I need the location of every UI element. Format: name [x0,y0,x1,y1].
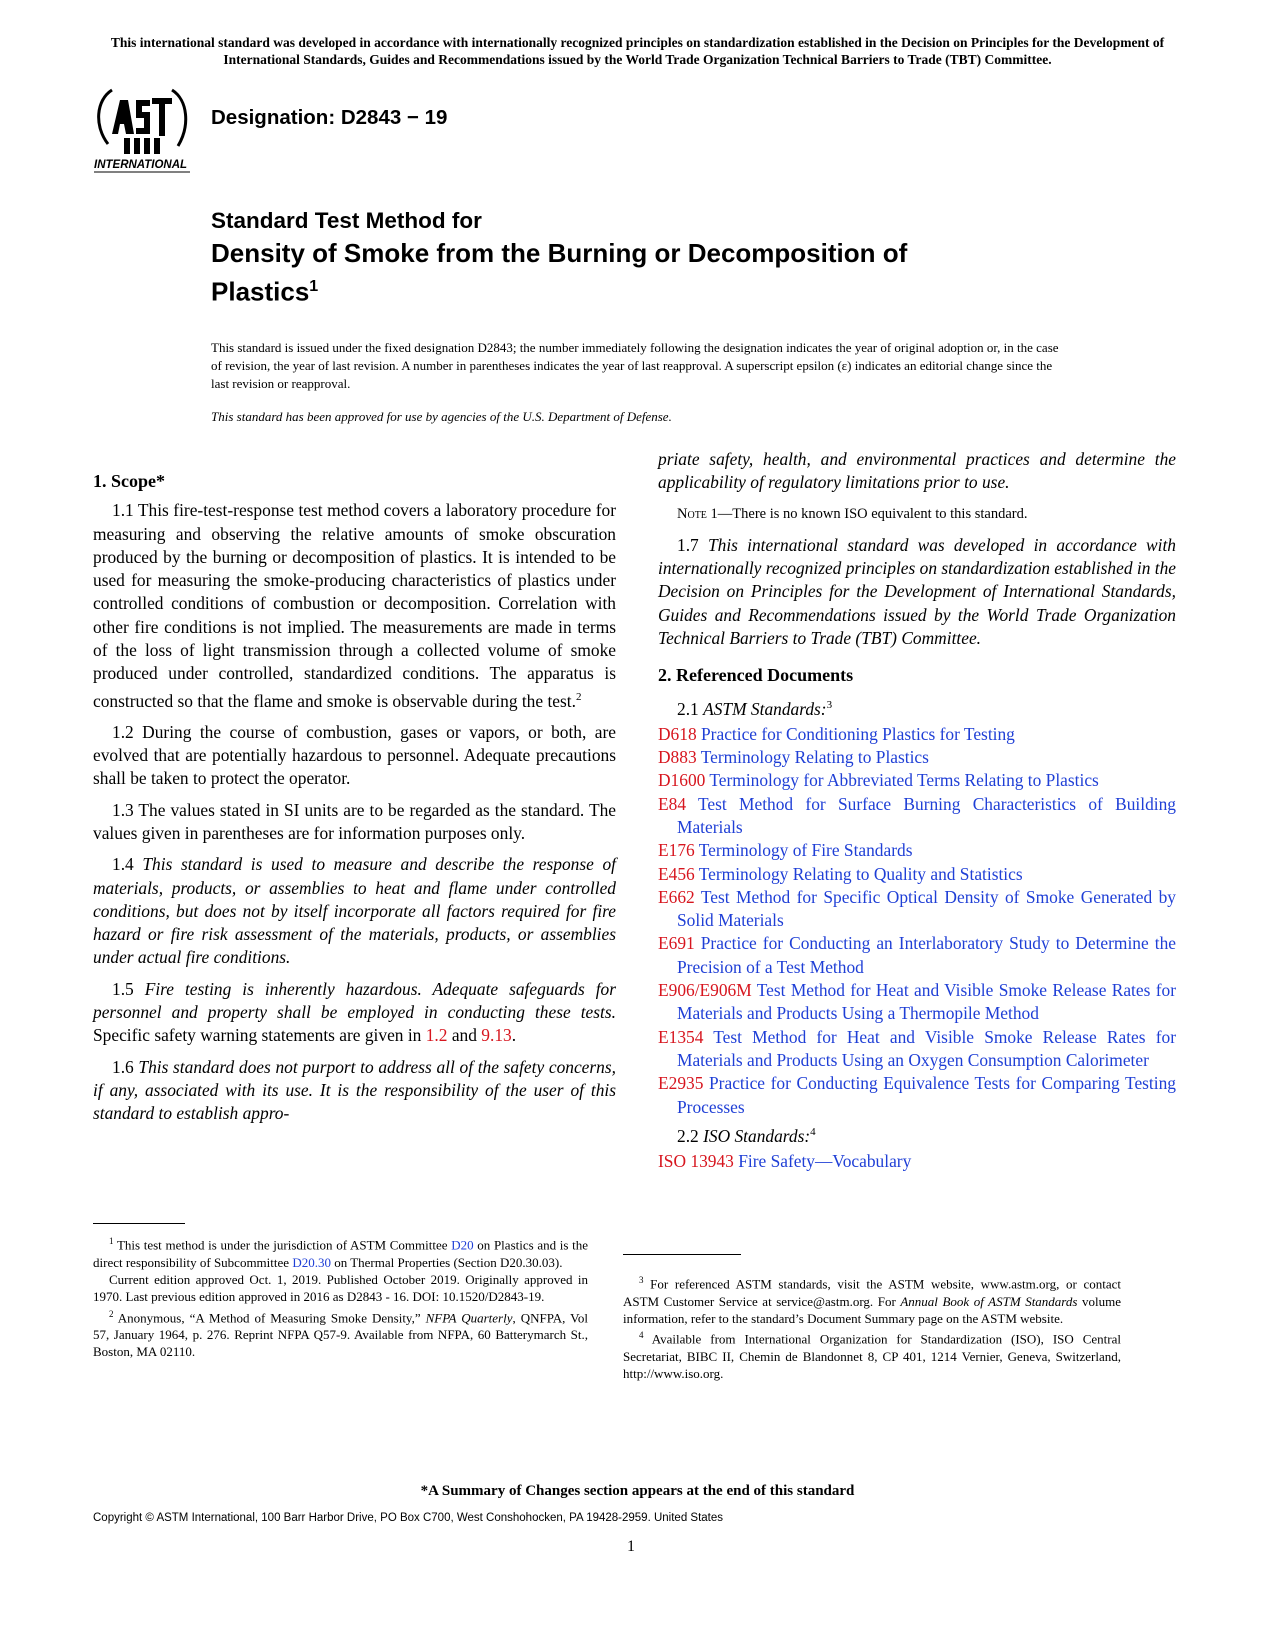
scope-heading: 1. Scope* [93,471,165,491]
footnote-rule-left [93,1223,185,1224]
ref-item[interactable]: E456 Terminology Relating to Quality and Statistics [658,863,1023,884]
para-1-6-cont: priate safety, health, and environmental practices and determine the applicability of regulatory limitations prior to use. [658,449,1176,493]
para-1-3: 1.3 The values stated in SI units are to be regarded as the standard. The values given in parentheses are for information purposes only. [93,799,616,843]
para-1-7: 1.7 This international standard was developed in accordance with internationally recognized principles on standardization established in the Decision on Principles for the Development of International Standards, Guides and Recommendations issued by the World Trade Organization Technical Barriers to Trade (TBT) Committee. [658,534,1176,649]
astm-logo [90,84,194,176]
ref-item[interactable]: E176 Terminology of Fire Standards [658,840,913,861]
footnote-rule-right [623,1254,741,1255]
referenced-heading: 2. Referenced Documents [658,665,854,686]
title-line1: Standard Test Method for [211,208,482,233]
logo-wordmark: INTERNATIONAL [94,159,188,171]
ref-item[interactable]: E662 Test Method for Specific Optical Density of Smoke Generated by Solid Materials [658,886,1176,931]
link-d20[interactable]: D20 [451,1237,474,1253]
designation: Designation: D2843 − 19 [211,106,448,129]
intro-notice: This international standard was developed in accordance with internationally recognized principles on standardization established in the Decision on Principles for the Development of International Standards, Guides and Recommendations issued by the World Trade Organization Technical Barriers to Trade (TBT) Committee. [110,35,1165,67]
ref-item[interactable]: E906/E906M Test Method for Heat and Visible Smoke Release Rates for Materials and Products Using a Thermopile Method [658,980,1176,1024]
left-column [93,470,616,1134]
link-1-2[interactable]: 1.2 [425,1025,448,1046]
title-block [211,206,991,309]
para-1-2: 1.2 During the course of combustion, gases or vapors, or both, are evolved that are potentially hazardous to personnel. Adequate precautions shall be taken to protect the operator. [93,721,616,789]
ref-item[interactable]: D1600 Terminology for Abbreviated Terms Relating to Plastics [658,770,1099,791]
ref-item[interactable]: E84 Test Method for Surface Burning Characteristics of Building Materials [658,793,1176,837]
title-main: Density of Smoke from the Burning or Decomposition of Plastics [211,238,908,307]
title-footnote-mark: 1 [309,278,319,295]
link-d20-30[interactable]: D20.30 [292,1254,331,1270]
link-9-13[interactable]: 9.13 [481,1025,512,1046]
ref-item[interactable]: ISO 13943 Fire Safety—Vocabulary [658,1150,912,1171]
page-number: 1 [627,1538,635,1555]
footnotes-left [93,1233,588,1361]
footnote-2: $^2$ Anonymous, “A Method of Measuring Smoke Density,” NFPA Quarterly, QNFPA, Vol 57, January 1964, p. 276. Reprint NFPA Q57-9. Available from NFPA, 60 Batterymarch St., Boston, MA 02110. [93,1308,588,1360]
issued-text: This standard is issued under the fixed designation D2843; the number immediately following the designation indicates the year of original adoption or, in the case of revision, the year of last revision. A number in parentheses indicates the year of last reapproval. A superscript epsilon (ε) indicates an editorial change since the last revision or reapproval. [211,340,1059,391]
para-1-4: 1.4 This standard is used to measure and describe the response of materials, products, or assemblies to heat and flame under controlled conditions, but does not by itself incorporate all factors required for fire hazard or fire risk assessment of the materials, products, or assemblies under actual fire conditions. [93,854,616,968]
ref-item[interactable]: E1354 Test Method for Heat and Visible Smoke Release Rates for Materials and Products Using an Oxygen Consumption Calorimeter [658,1026,1176,1070]
right-column [658,448,1176,1173]
astm-standards-label: 2.1 ASTM Standards:$^3$ [677,698,833,719]
para-1-6: 1.6 This standard does not purport to address all of the safety concerns, if any, associated with its use. It is the responsibility of the user of this standard to establish appro- [93,1056,616,1124]
iso-standards-label: 2.2 ISO Standards:$^4$ [677,1125,816,1146]
footnote-3: $^3$ For referenced ASTM standards, visit the ASTM website, www.astm.org, or contact ASTM Customer Service at service@astm.org. For Annual Book of ASTM Standards volume information, refer to the standard’s Document Summary page on the ASTM website. [623,1275,1121,1326]
footnotes-right [623,1272,1121,1382]
ref-item[interactable]: D883 Terminology Relating to Plastics [658,747,929,768]
astm-ref-list [658,723,1176,1119]
footnote-4: $^4$ Available from International Organization for Standardization (ISO), ISO Central Secretariat, BIBC II, Chemin de Blandonnet 8, CP 401, 1214 Vernier, Geneva, Switzerland, http://www.iso.org. [623,1330,1121,1382]
para-1-1: 1.1 This fire-test-response test method covers a laboratory procedure for measuring and observing the relative amounts of smoke obscuration produced by the burning or decomposition of plastics. It is intended to be used for measuring the smoke-producing characteristics of plastics under controlled conditions of combustion or decomposition. Correlation with other fire conditions is not implied. The measurements are made in terms of the loss of light transmission through a collected volume of smoke produced under controlled, standardized conditions. The apparatus is constructed so that the flame and smoke is observable during the test.$^2$ [93,500,616,711]
note-1: Note 1—There is no known ISO equivalent to this standard. [677,505,1028,522]
copyright: Copyright © ASTM International, 100 Barr Harbor Drive, PO Box C700, West Conshohocken, PA 19428-2959. United States [93,1512,724,1524]
title-line2 [211,236,991,309]
ref-item[interactable]: E691 Practice for Conducting an Interlaboratory Study to Determine the Precision of a Test Method [658,933,1176,977]
ref-item[interactable]: D618 Practice for Conditioning Plastics for Testing [658,723,1015,744]
ref-item[interactable]: E2935 Practice for Conducting Equivalence Tests for Comparing Testing Processes [658,1073,1176,1117]
para-1-5: 1.5 Fire testing is inherently hazardous. Adequate safeguards for personnel and property shall be employed in conducting these tests. Specific safety warning statements are given in 1.2 and 9.13. [93,978,617,1046]
footnote-1-edition: Current edition approved Oct. 1, 2019. Published October 2019. Originally approved in 1970. Last previous edition approved in 2016 as D2843 - 16. DOI: 10.1520/D2843-19. [93,1271,588,1305]
summary-note: *A Summary of Changes section appears at the end of this standard [420,1483,855,1499]
footnote-1: $^1$ This test method is under the jurisdiction of ASTM Committee D20 on Plastics and is the direct responsibility of Subcommittee D20.30 on Thermal Properties (Section D20.30.03). [93,1236,589,1270]
dod-approval: This standard has been approved for use by agencies of the U.S. Department of Defense. [211,409,672,424]
